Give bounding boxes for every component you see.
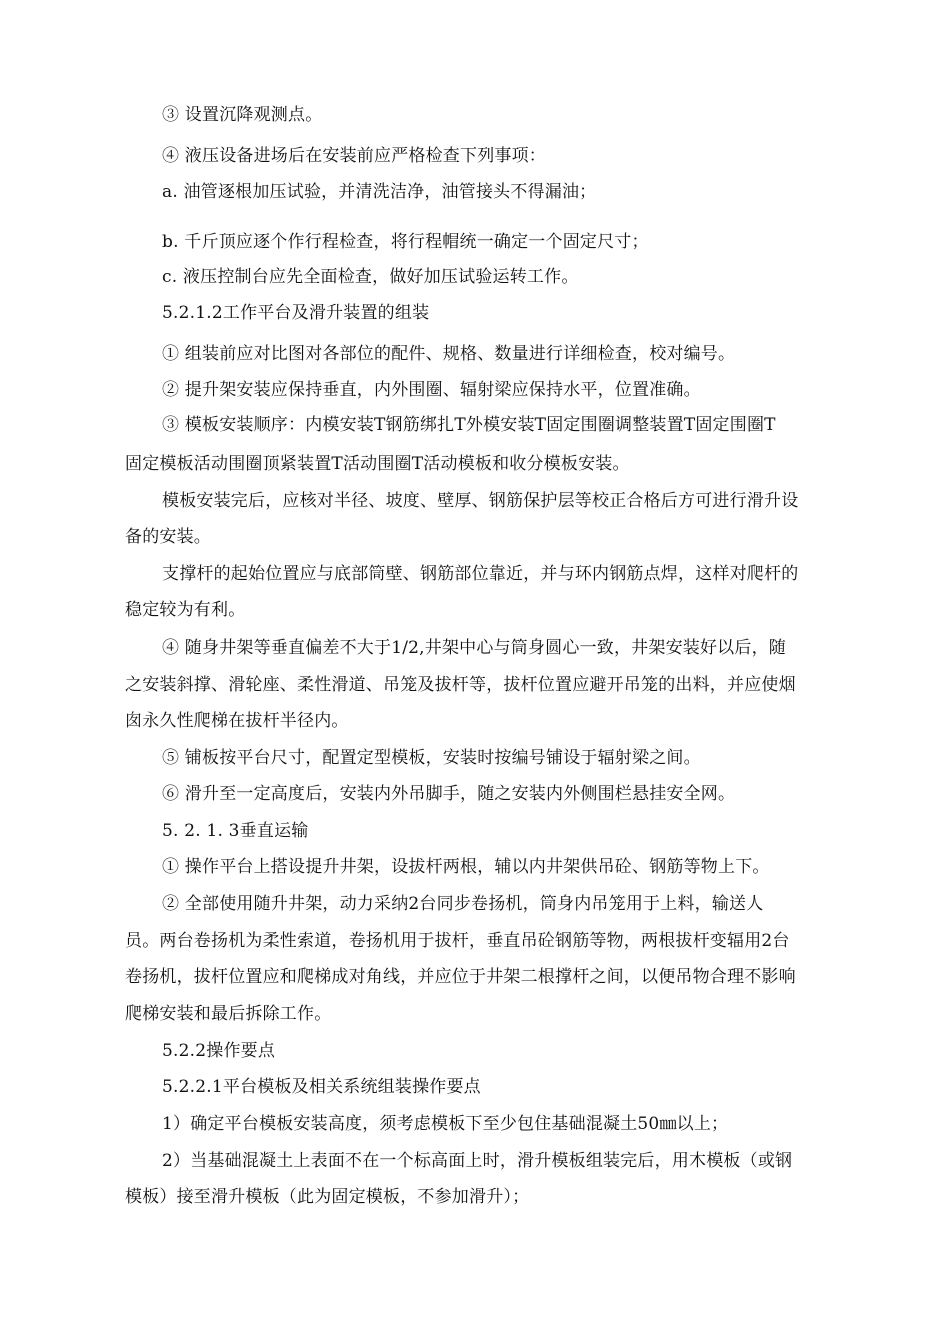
item-foundation-level-line2: 模板）接至滑升模板（此为固定模板，不参加滑升）； <box>125 1187 530 1207</box>
item-settlement-points: ③ 设置沉降观测点。 <box>162 105 323 125</box>
subitem-c: c. 液压控制台应先全面检查，做好加压试验运转工作。 <box>162 267 579 287</box>
item-platform-height: 1）确定平台模板安装高度，须考虑模板下至少包住基础混凝土50㎜以上； <box>162 1114 729 1134</box>
item-hydraulic-inspection: ④ 液压设备进场后在安装前应严格检查下列事项： <box>162 146 547 166</box>
item-planking: ⑤ 铺板按平台尺寸，配置定型模板，安装时按编号铺设于辐射梁之间。 <box>162 748 701 768</box>
section-heading-5-2-1-2: 5.2.1.2工作平台及滑升装置的组装 <box>162 303 430 323</box>
item-winch-line4: 爬梯安装和最后拆除工作。 <box>125 1004 332 1024</box>
para-formwork-check-line2: 备的安装。 <box>125 527 211 547</box>
item-hoist-frame-line2: 之安装斜撑、滑轮座、柔性滑道、吊笼及拔杆等，拔杆位置应避开吊笼的出料，并应使烟 <box>125 675 796 695</box>
item-formwork-order-line2: 固定模板活动围圈顶紧装置T活动围圈T活动模板和收分模板安装。 <box>125 454 630 474</box>
section-heading-5-2-2: 5.2.2操作要点 <box>162 1041 276 1061</box>
item-assembly-check: ① 组装前应对比图对各部位的配件、规格、数量进行详细检查，校对编号。 <box>162 344 736 364</box>
item-lifting-frame: ② 提升架安装应保持垂直，内外围圈、辐射梁应保持水平，位置准确。 <box>162 380 701 400</box>
para-support-rod-line1: 支撑杆的起始位置应与底部筒壁、钢筋部位靠近，并与环内钢筋点焊，这样对爬杆的 <box>162 564 799 584</box>
subitem-a: a. 油管逐根加压试验，并清洗洁净，油管接头不得漏油； <box>162 182 597 202</box>
item-foundation-level-line1: 2）当基础混凝土上表面不在一个标高面上时，滑升模板组装完后，用木模板（或钢 <box>162 1151 793 1171</box>
section-heading-5-2-1-3: 5. 2. 1. 3垂直运输 <box>162 821 309 841</box>
subitem-b: b. 千斤顶应逐个作行程检查，将行程帽统一确定一个固定尺寸； <box>162 232 649 252</box>
para-support-rod-line2: 稳定较为有利。 <box>125 600 246 620</box>
item-winch-line3: 卷扬机，拔杆位置应和爬梯成对角线，并应位于井架二根撑杆之间，以便吊物合理不影响 <box>125 967 796 987</box>
item-hoist-frame-line3: 囱永久性爬梯在拔杆半径内。 <box>125 711 349 731</box>
section-heading-5-2-2-1: 5.2.2.1平台模板及相关系统组装操作要点 <box>162 1077 481 1097</box>
item-platform-hoist: ① 操作平台上搭设提升井架，设拔杆两根，辅以内井架供吊砼、钢筋等物上下。 <box>162 857 770 877</box>
item-formwork-order-line1: ③ 模板安装顺序：内模安装T钢筋绑扎T外模安装T固定围圈调整装置T固定围圈T <box>162 415 776 435</box>
item-hoist-frame-line1: ④ 随身井架等垂直偏差不大于1/2,井架中心与筒身圆心一致，井架安装好以后，随 <box>162 638 786 658</box>
item-winch-line1: ② 全部使用随升井架，动力采纳2台同步卷扬机，筒身内吊笼用于上料，输送人 <box>162 894 764 914</box>
para-formwork-check-line1: 模板安装完后，应核对半径、坡度、壁厚、钢筋保护层等校正合格后方可进行滑升设 <box>162 491 799 511</box>
item-scaffold: ⑥ 滑升至一定高度后，安装内外吊脚手，随之安装内外侧围栏悬挂安全网。 <box>162 784 736 804</box>
item-winch-line2: 员。两台卷扬机为柔性索道，卷扬机用于拔杆，垂直吊砼钢筋等物，两根拔杆变辐用2台 <box>125 931 790 951</box>
